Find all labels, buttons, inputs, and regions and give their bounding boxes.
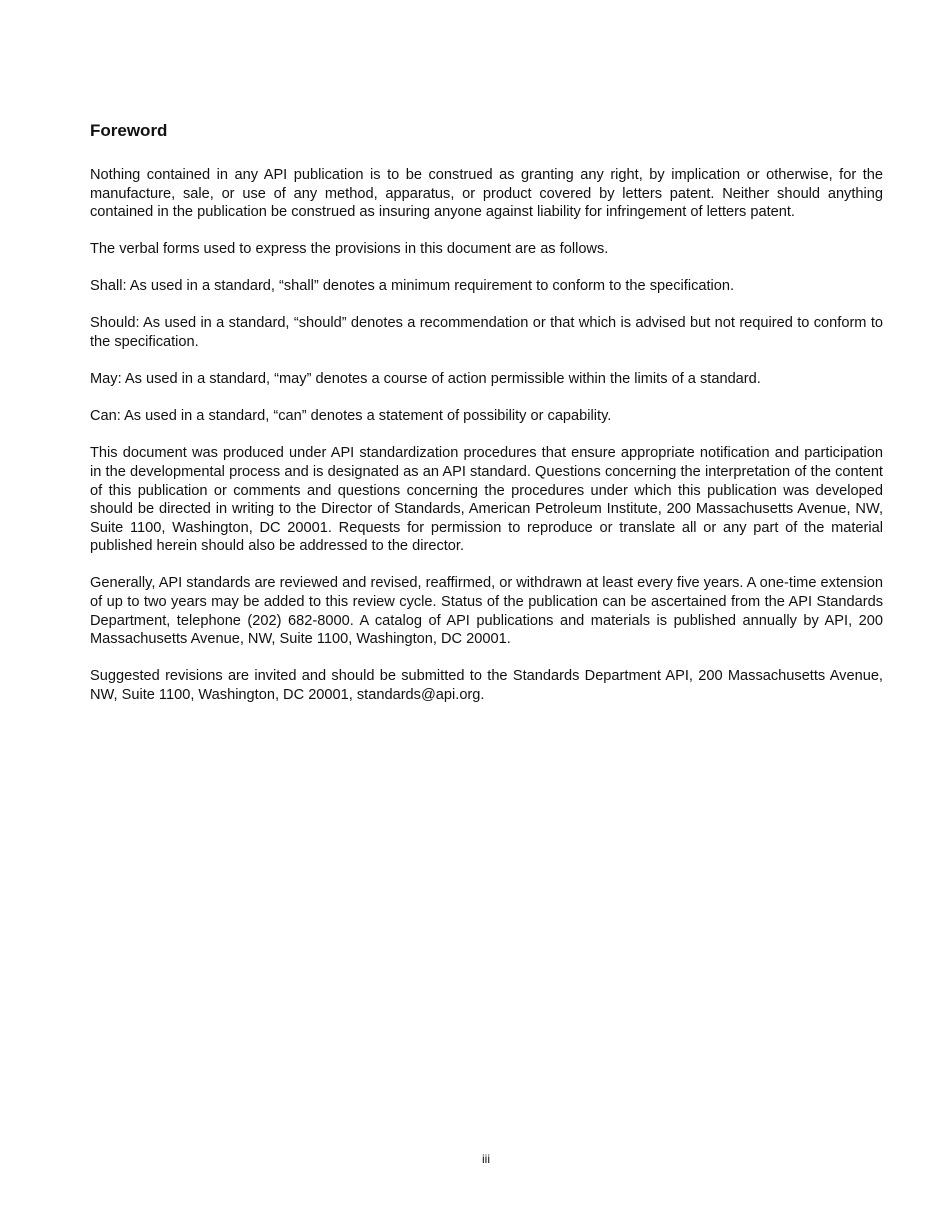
review-cycle-paragraph: Generally, API standards are reviewed and revised, reaffirmed, or withdrawn at least every five years. A one-time extension of up to two years may be added to this review cycle. Status of the publication can be ascertained from the API Standards Department, telephone (202) 682-8000. A catalog of API publications and materials is published annually by API, 200 Massachusetts Avenue, NW, Suite 1100, Washington, DC 20001.	[90, 575, 883, 648]
page-number: iii	[482, 1152, 490, 1166]
document-page	[90, 120, 883, 723]
can-definition-paragraph: Can: As used in a standard, “can” denotes a statement of possibility or capability.	[90, 408, 612, 425]
should-definition-paragraph: Should: As used in a standard, “should” denotes a recommendation or that which is advised but not required to conform to the specification.	[90, 315, 883, 351]
suggested-revisions-paragraph: Suggested revisions are invited and should be submitted to the Standards Department API, 200 Massachusetts Avenue, NW, Suite 1100, Washington, DC 20001, standards@api.org.	[90, 668, 883, 703]
may-definition-paragraph: May: As used in a standard, “may” denotes a course of action permissible within the limits of a standard.	[90, 371, 761, 388]
foreword-heading: Foreword	[90, 121, 168, 140]
verbal-forms-intro-paragraph: The verbal forms used to express the provisions in this document are as follows.	[90, 241, 609, 258]
shall-definition-paragraph: Shall: As used in a standard, “shall” denotes a minimum requirement to conform to the specification.	[90, 278, 735, 295]
standardization-procedures-paragraph: This document was produced under API standardization procedures that ensure appropriate notification and participation in the developmental process and is designated as an API standard. Questions concerning the interpretation of the content of this publication or comments and questions concerning the procedures under which this publication was developed should be directed in writing to the Director of Standards, American Petroleum Institute, 200 Massachusetts Avenue, NW, Suite 1100, Washington, DC 20001. Requests for permission to reproduce or translate all or any part of the material published herein should also be addressed to the director.	[90, 445, 883, 555]
patent-disclaimer-paragraph: Nothing contained in any API publication is to be construed as granting any right, by implication or otherwise, for the manufacture, sale, or use of any method, apparatus, or product covered by letters patent. Neither should anything contained in the publication be construed as insuring anyone against liability for infringement of letters patent.	[90, 167, 883, 221]
